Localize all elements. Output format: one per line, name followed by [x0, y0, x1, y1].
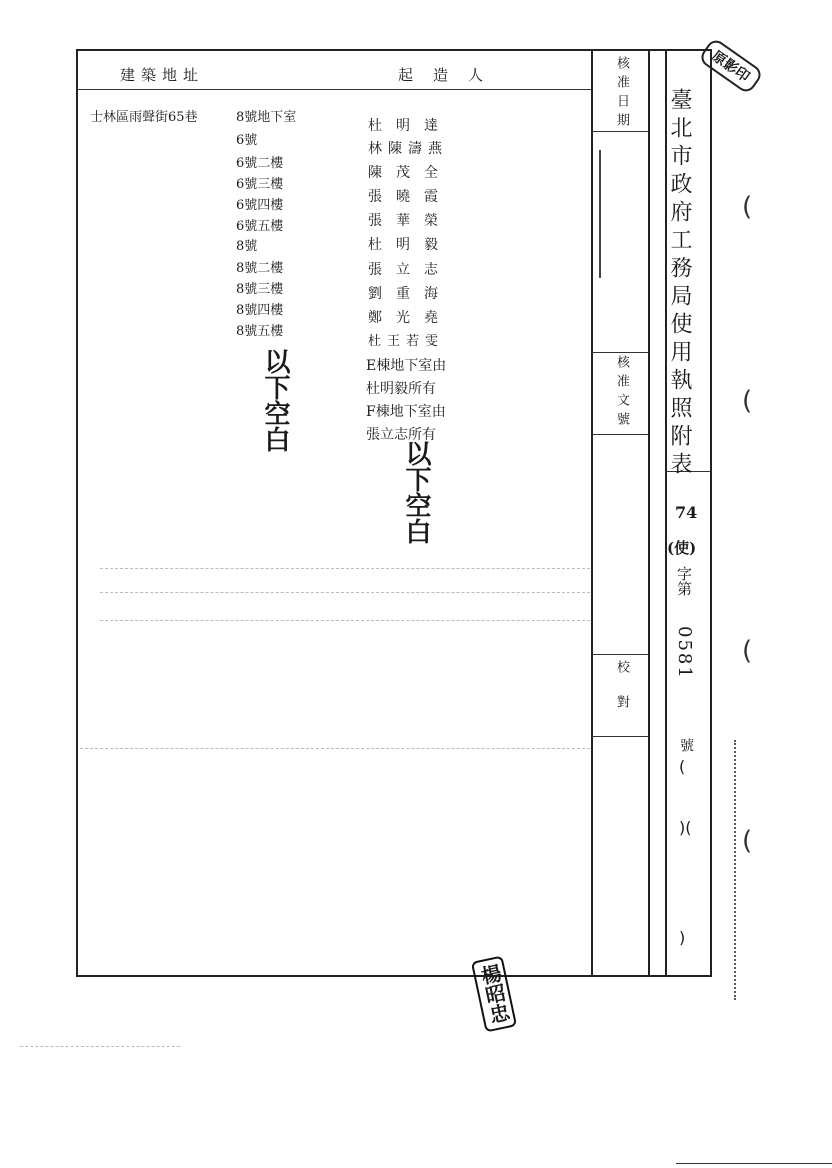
- address-street: 士林區雨聲街65巷: [90, 110, 198, 125]
- ownership-note: 杜明毅所有: [366, 381, 436, 397]
- paren-mark: (: [679, 757, 686, 776]
- scan-edge: [734, 740, 736, 1000]
- address-number: 8號: [236, 239, 258, 254]
- check-label: 校對: [614, 660, 629, 730]
- punch-hole-mark: (: [742, 192, 753, 222]
- address-column-header: 建築地址: [120, 66, 205, 84]
- address-number: 6號四樓: [236, 198, 284, 213]
- approval-doc-separator-top: [591, 352, 648, 353]
- applicant-name: 杜明毅: [368, 237, 452, 253]
- license-type: (使): [667, 539, 697, 557]
- scan-noise: [100, 620, 590, 621]
- punch-hole-mark: (: [742, 386, 753, 416]
- address-number: 6號二樓: [236, 156, 284, 171]
- ownership-note: F棟地下室由: [366, 404, 446, 420]
- header-separator: [78, 89, 591, 90]
- paren-mark: ): [679, 928, 686, 947]
- address-number: 8號三樓: [236, 282, 284, 297]
- applicant-column-header: 起造人: [398, 66, 504, 84]
- ownership-note: 張立志所有: [366, 427, 436, 443]
- copy-stamp: 原影印: [698, 37, 765, 95]
- ownership-note: E棟地下室由: [366, 358, 447, 374]
- applicant-name: 張華榮: [368, 213, 452, 229]
- blank-below-stamp-right: 以下空白: [401, 440, 431, 544]
- address-number: 6號: [236, 133, 258, 148]
- address-number: 8號二樓: [236, 261, 284, 276]
- applicant-name: 劉重海: [368, 286, 452, 302]
- applicant-name: 杜王若雯: [368, 334, 445, 349]
- form-title: 臺北市政府工務局使用執照附表: [667, 88, 692, 480]
- address-number: 8號地下室: [236, 110, 297, 125]
- address-number: 8號五樓: [236, 324, 284, 339]
- blank-below-stamp-left: 以下空白: [260, 348, 290, 452]
- applicant-name: 林陳濤燕: [368, 141, 448, 157]
- punch-hole-mark: (: [742, 636, 753, 666]
- approval-doc-separator-bottom: [591, 434, 648, 435]
- check-separator-top: [591, 654, 648, 655]
- applicant-name: 杜明達: [368, 118, 452, 134]
- check-separator-bottom: [591, 736, 648, 737]
- pencil-stroke: [599, 150, 601, 278]
- license-suffix: 號: [678, 738, 694, 752]
- paren-mark: )(: [679, 818, 692, 837]
- approval-docno-label: 核准文號: [614, 355, 629, 431]
- license-word: 字第: [675, 566, 693, 596]
- page-edge-line: [676, 1163, 832, 1164]
- address-number: 6號五樓: [236, 219, 284, 234]
- punch-hole-mark: (: [742, 826, 753, 856]
- scan-noise: [100, 568, 590, 569]
- divider-approval-title: [648, 51, 650, 975]
- scan-noise: [20, 1046, 180, 1047]
- address-number: 8號四樓: [236, 303, 284, 318]
- license-number: 0581: [674, 626, 695, 680]
- personal-seal: 楊昭忠: [471, 955, 517, 1032]
- address-number: 6號三樓: [236, 177, 284, 192]
- license-year: 74: [675, 503, 698, 522]
- scan-noise: [100, 592, 590, 593]
- applicant-name: 張立志: [368, 262, 452, 278]
- applicant-name: 張曉霞: [368, 189, 452, 205]
- divider-applicant-approval: [591, 51, 593, 975]
- scan-noise: [80, 748, 590, 749]
- approval-date-label: 核准日期: [614, 56, 629, 132]
- applicant-name: 陳茂全: [368, 165, 452, 181]
- applicant-name: 鄭光堯: [368, 310, 452, 326]
